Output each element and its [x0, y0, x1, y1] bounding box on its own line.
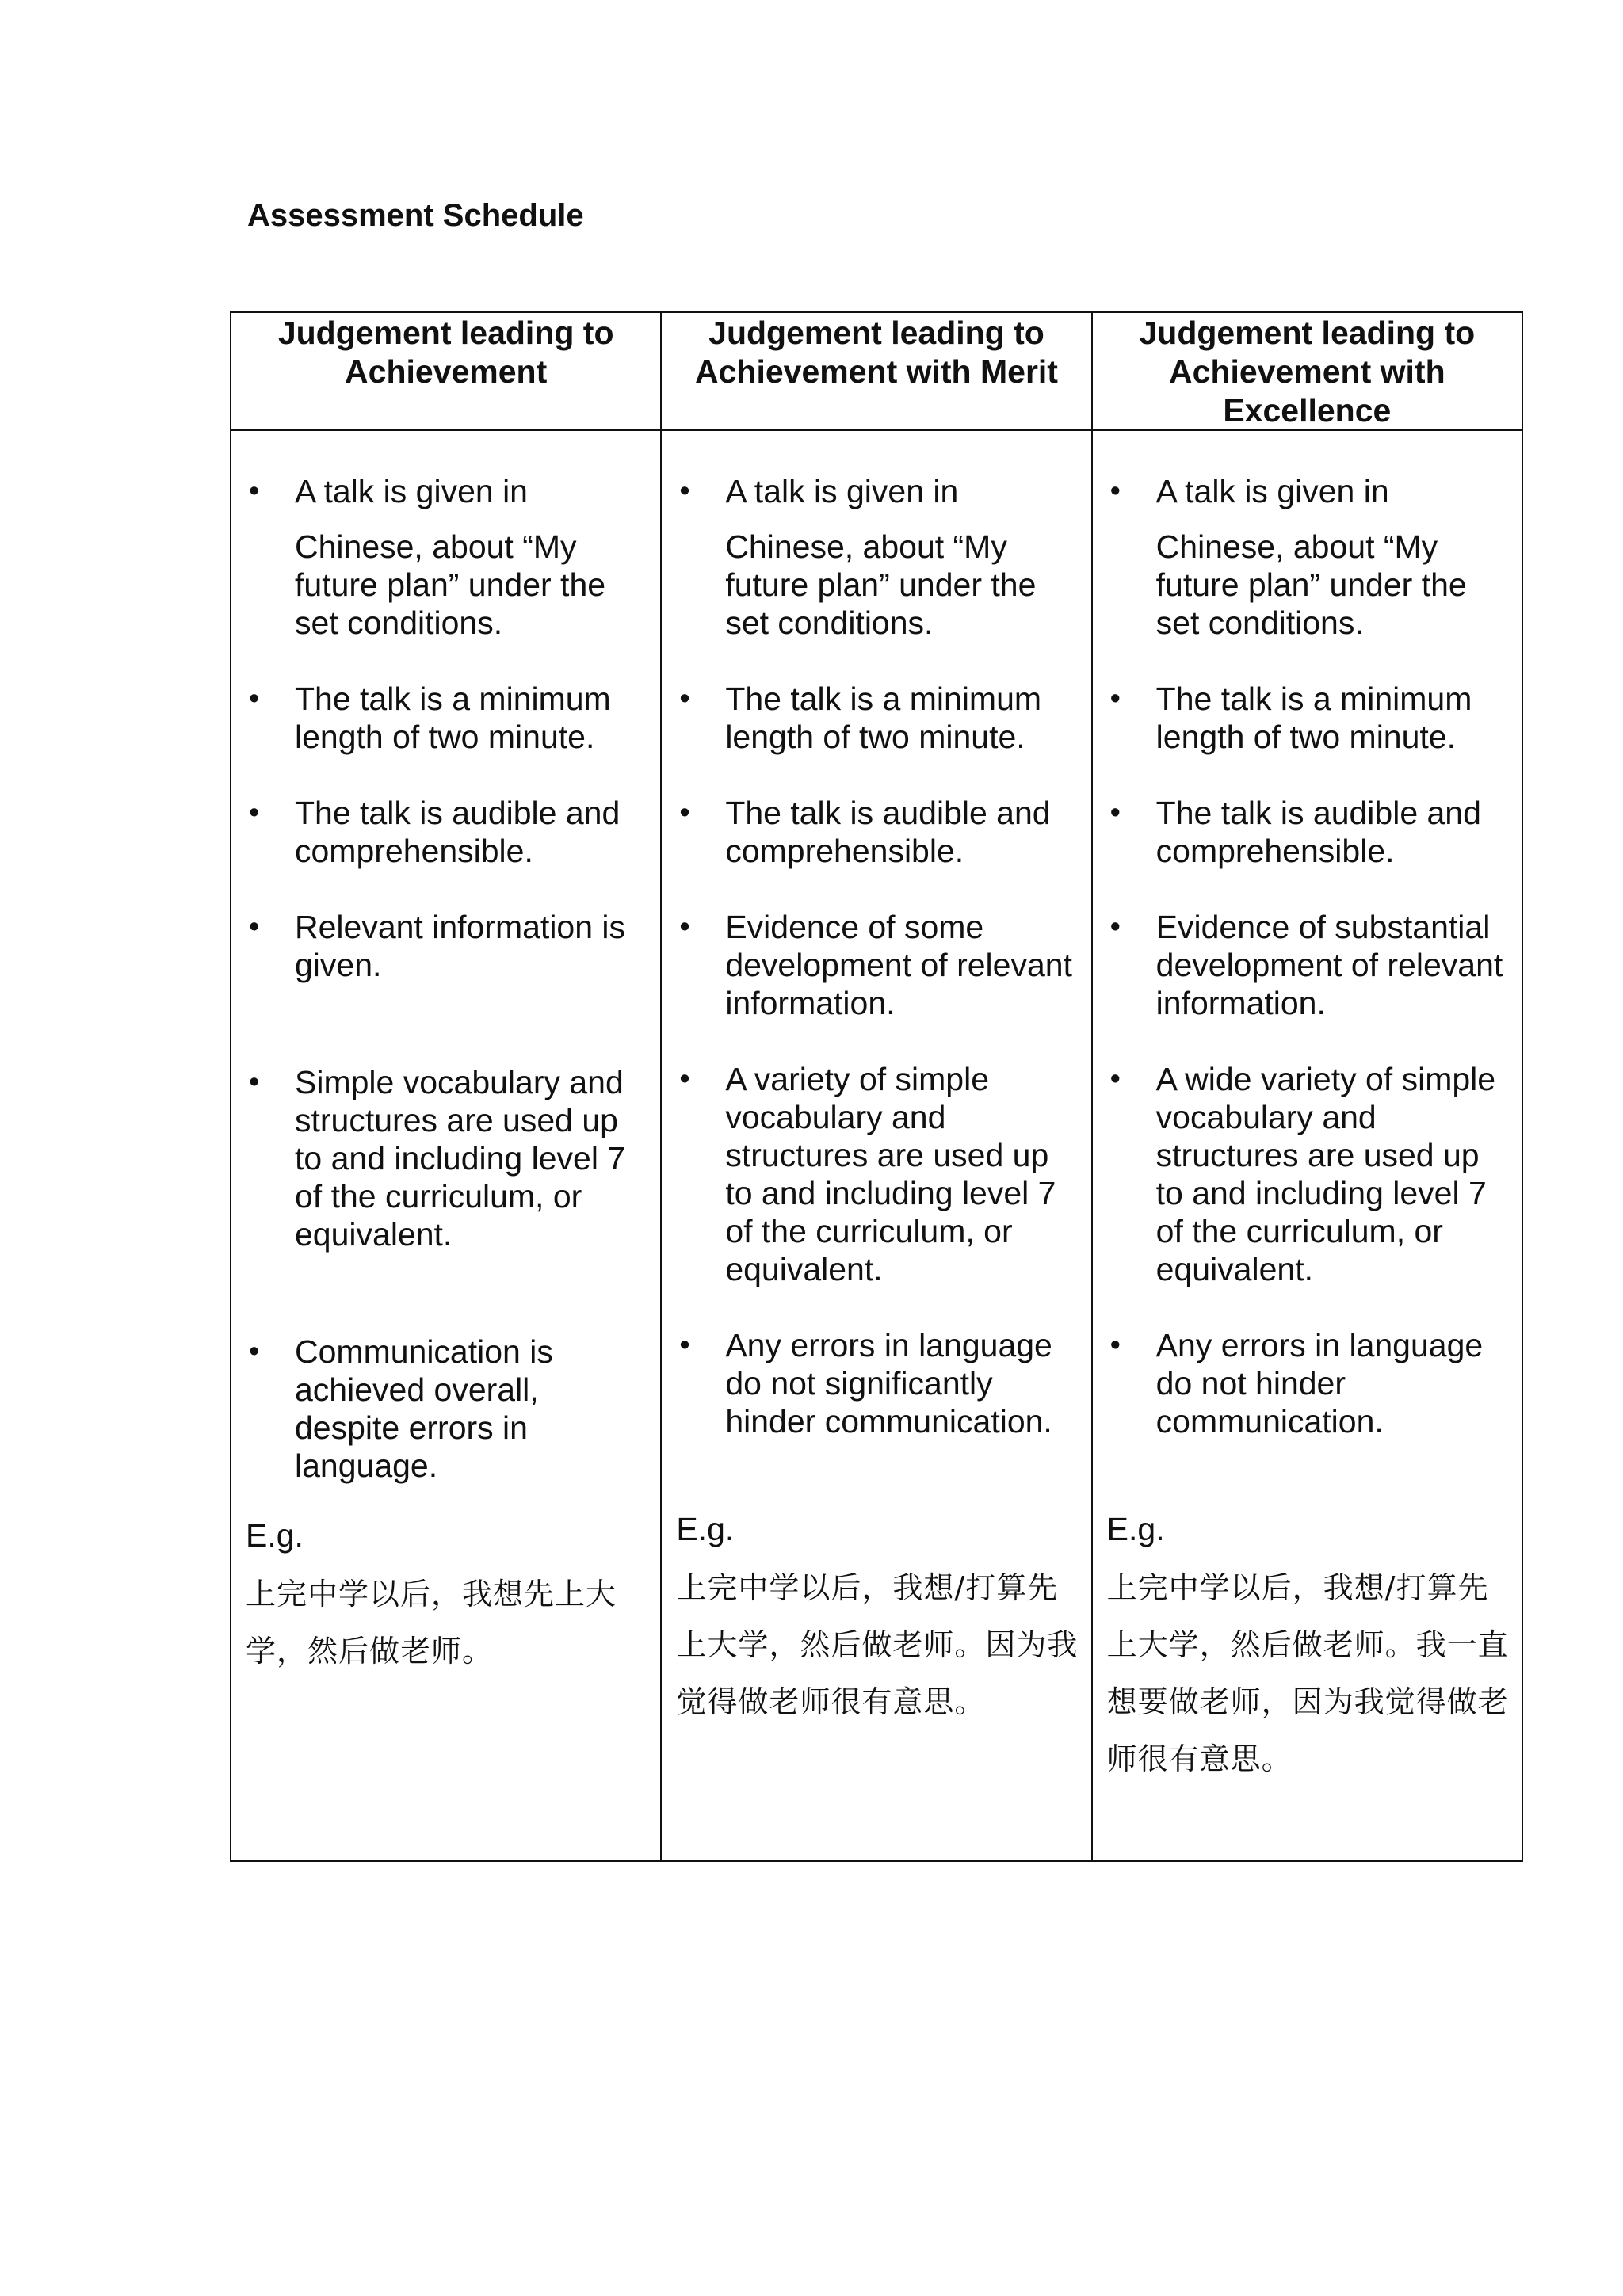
list-item — [1107, 908, 1510, 1022]
criterion-text: The talk is a minimum length of two minute. — [295, 681, 611, 755]
list-item — [246, 1333, 649, 1485]
criterion-text: Simple vocabulary and structures are used up to and including level 7 of the curriculum, or equivalent. — [295, 1064, 626, 1253]
example-label: E.g. — [676, 1511, 735, 1547]
example-text: 上完中学以后，我想/打算先上大学，然后做老师。因为我觉得做老师很有意思。 — [676, 1570, 1079, 1719]
criterion-lead: • A talk is given in — [1155, 473, 1389, 509]
example-label: E.g. — [246, 1517, 304, 1554]
example-label: E.g. — [1106, 1511, 1165, 1547]
criterion-text: Any errors in language do not hinder communication. — [1155, 1327, 1484, 1440]
header-row — [231, 312, 1522, 430]
criterion-text: Chinese, about “My future plan” under the set conditions. — [1155, 528, 1467, 641]
cell-merit — [661, 430, 1091, 1861]
list-item — [246, 680, 649, 756]
criterion-text: Relevant information is given. — [295, 909, 626, 983]
criterion-text: A wide variety of simple vocabulary and structures are used up to and including level 7 of the curriculum, or equivalent. — [1155, 1061, 1496, 1287]
criterion-text: The talk is a minimum length of two minute. — [725, 681, 1042, 755]
list-item — [676, 908, 1079, 1022]
header-achievement — [231, 312, 661, 430]
header-line: Judgement leading to — [1139, 315, 1476, 351]
list-item — [676, 1326, 1079, 1440]
criterion-text: The talk is audible and comprehensible. — [295, 795, 621, 869]
list-item — [676, 680, 1079, 756]
criteria-list — [676, 472, 1079, 1440]
header-line: Judgement leading to — [277, 315, 614, 351]
example-text: 上完中学以后，我想先上大学，然后做老师。 — [246, 1577, 617, 1669]
list-item — [1107, 680, 1510, 756]
list-item — [246, 472, 649, 642]
list-item — [246, 794, 649, 870]
header-line: Achievement with Merit — [695, 353, 1058, 390]
header-line: Excellence — [1223, 392, 1392, 429]
criterion-text: The talk is audible and comprehensible. — [725, 795, 1051, 869]
list-item — [1107, 794, 1510, 870]
criterion-text: The talk is audible and comprehensible. — [1155, 795, 1481, 869]
example-text: 上完中学以后，我想/打算先上大学，然后做老师。我一直想要做老师，因为我觉得做老师很有意思。 — [1106, 1570, 1509, 1776]
header-merit — [661, 312, 1091, 430]
list-item — [1107, 472, 1510, 642]
criterion-text: Chinese, about “My future plan” under the set conditions. — [295, 528, 606, 641]
criteria-list — [1107, 472, 1510, 1440]
list-item — [676, 794, 1079, 870]
cell-excellence — [1092, 430, 1522, 1861]
list-item — [246, 1063, 649, 1253]
criterion-text: A variety of simple vocabulary and structures are used up to and including level 7 of the curriculum, or equivalent. — [725, 1061, 1056, 1287]
list-item — [1107, 1326, 1510, 1440]
list-item — [246, 908, 649, 984]
criterion-text: Evidence of some development of relevant information. — [725, 909, 1072, 1021]
header-line: Achievement with — [1169, 353, 1445, 390]
list-item — [676, 1060, 1079, 1288]
criteria-row — [231, 430, 1522, 1861]
criterion-text: Evidence of substantial development of relevant information. — [1155, 909, 1503, 1021]
list-item — [1107, 1060, 1510, 1288]
criterion-text: Any errors in language do not significantly hinder communication. — [725, 1327, 1052, 1440]
header-line: Achievement — [345, 353, 548, 390]
criterion-text: The talk is a minimum length of two minute. — [1155, 681, 1472, 755]
criterion-lead: • A talk is given in — [295, 473, 528, 509]
page-title: Assessment Schedule — [247, 198, 584, 233]
header-excellence — [1092, 312, 1522, 430]
list-item — [676, 472, 1079, 642]
cell-achievement — [231, 430, 661, 1861]
criterion-text: Chinese, about “My future plan” under the set conditions. — [725, 528, 1037, 641]
criteria-list — [246, 472, 649, 1485]
assessment-schedule-table — [230, 311, 1523, 1862]
criterion-lead: • A talk is given in — [725, 473, 959, 509]
header-line: Judgement leading to — [708, 315, 1044, 351]
criterion-text: Communication is achieved overall, despite errors in language. — [295, 1333, 553, 1484]
